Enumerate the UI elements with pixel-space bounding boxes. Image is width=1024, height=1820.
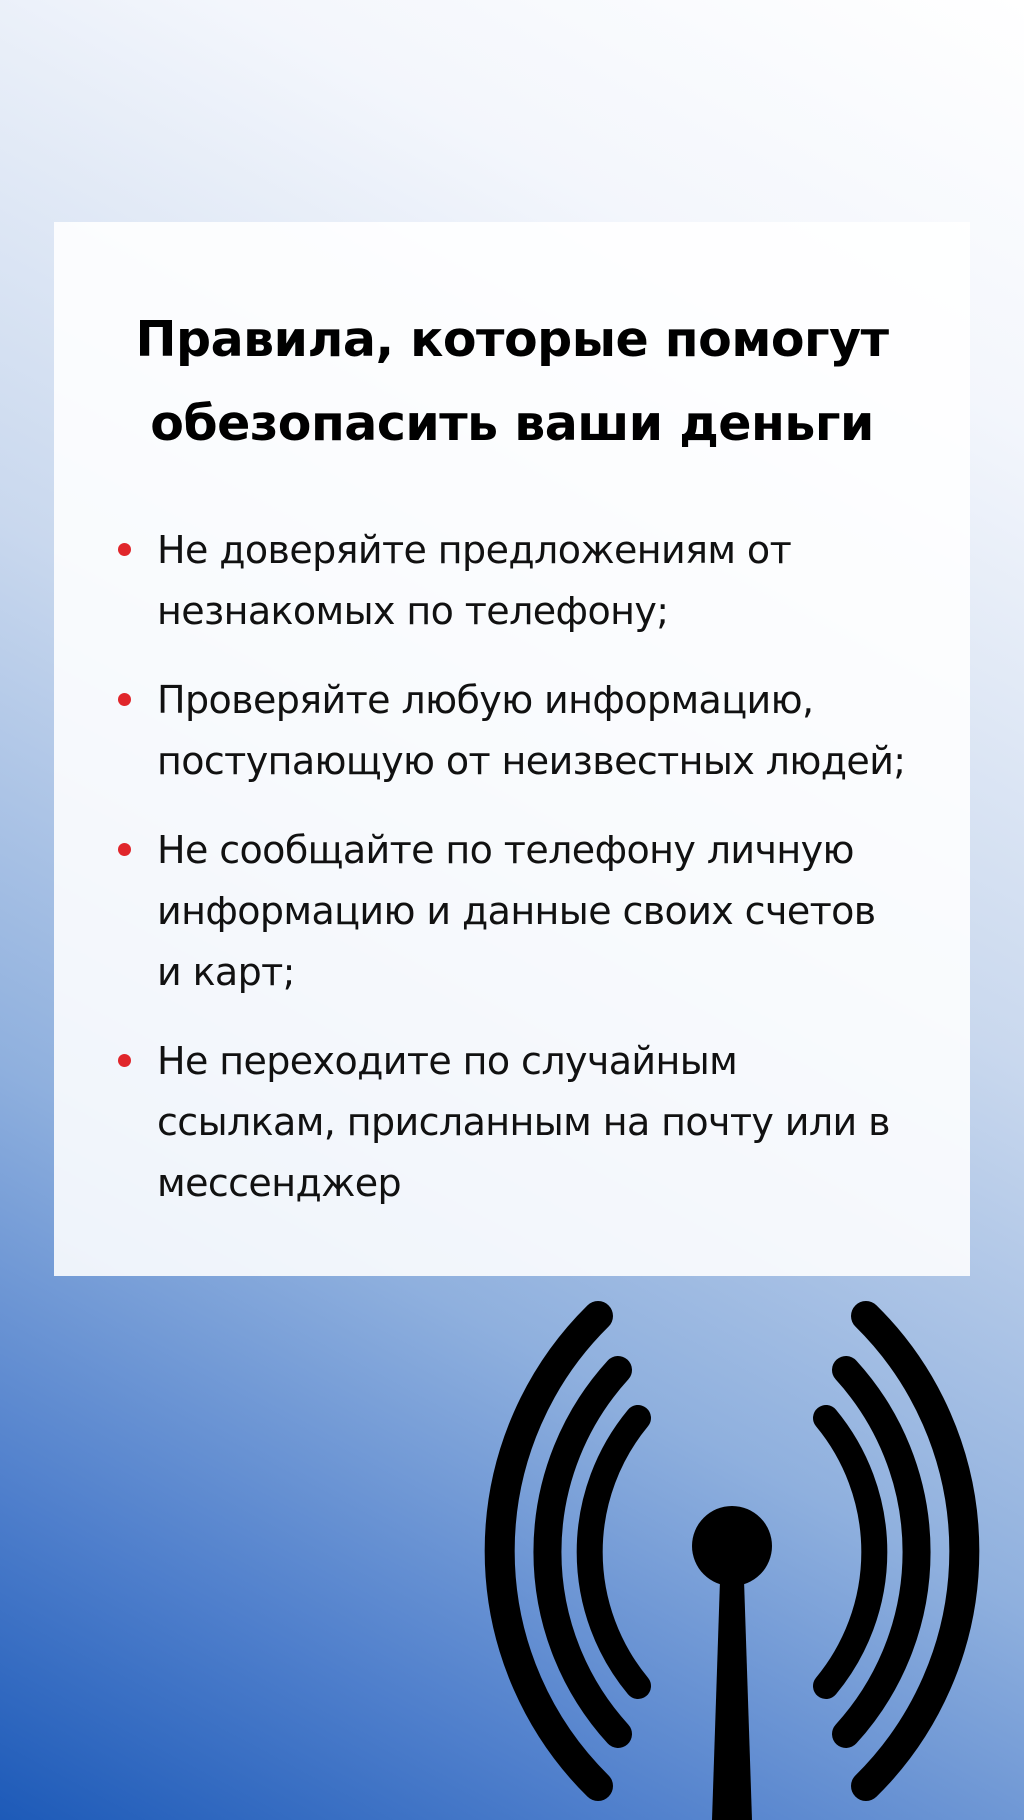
- page-title: Правила, которые помогут обезопасить ваши деньги: [135, 311, 889, 452]
- bullet-icon: [118, 543, 131, 556]
- list-item: [114, 520, 910, 642]
- rule-text: Проверяйте любую информацию, поступающую от неизвестных людей;: [157, 678, 906, 783]
- rules-card: [54, 222, 970, 1276]
- list-item: [114, 1031, 910, 1214]
- wireless-signal-icon: [430, 1290, 1024, 1820]
- bullet-icon: [118, 843, 131, 856]
- rule-text: Не переходите по случайным ссылкам, присланным на почту или в мессенджер: [157, 1039, 890, 1205]
- signal-arc-left-inner: [590, 1418, 638, 1686]
- signal-arc-right-inner: [826, 1418, 874, 1686]
- bullet-icon: [118, 693, 131, 706]
- list-item: [114, 670, 910, 792]
- signal-center-dot: [692, 1506, 772, 1586]
- bullet-icon: [118, 1054, 131, 1067]
- signal-antenna-mast: [712, 1580, 752, 1820]
- list-item: [114, 820, 910, 1003]
- rule-text: Не доверяйте предложениям от незнакомых по телефону;: [157, 528, 792, 633]
- rule-text: Не сообщайте по телефону личную информацию и данные своих счетов и карт;: [157, 828, 876, 994]
- rules-list: [114, 520, 910, 1214]
